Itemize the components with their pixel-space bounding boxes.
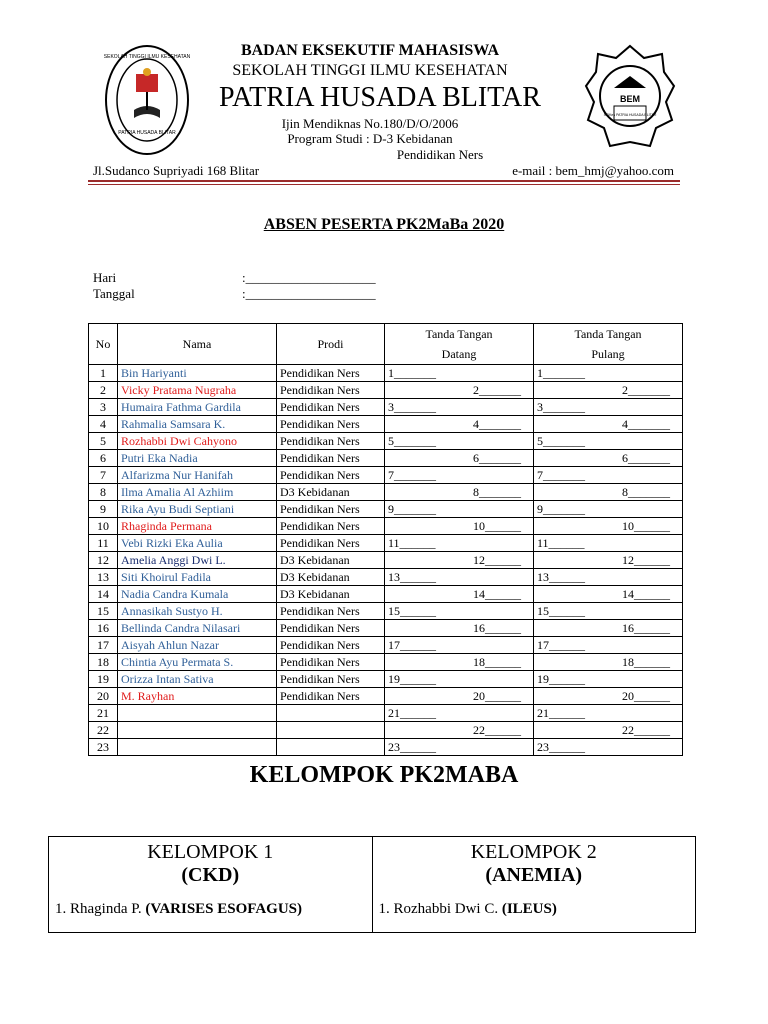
signature-arrival[interactable]	[385, 416, 534, 433]
header-line-1: BADAN EKSEKUTIF MAHASISWA	[240, 42, 500, 59]
signature-slot: 19______	[537, 672, 585, 686]
row-number: 15	[89, 603, 118, 620]
student-prodi: Pendidikan Ners	[277, 654, 385, 671]
row-number: 18	[89, 654, 118, 671]
signature-slot: 3_______	[537, 400, 585, 414]
signature-slot: 16______	[622, 621, 670, 635]
student-prodi: Pendidikan Ners	[277, 637, 385, 654]
table-header-row	[89, 324, 683, 365]
col-datang-line1: Tanda Tangan	[425, 327, 493, 341]
signature-slot: 11______	[537, 536, 585, 550]
table-row	[89, 450, 683, 467]
signature-departure[interactable]	[534, 722, 683, 739]
table-row	[89, 586, 683, 603]
student-prodi: D3 Kebidanan	[277, 552, 385, 569]
group-name: KELOMPOK 1	[147, 841, 274, 863]
signature-departure[interactable]	[534, 467, 683, 484]
signature-departure[interactable]	[534, 484, 683, 501]
signature-departure[interactable]	[534, 688, 683, 705]
col-datang	[385, 324, 534, 365]
row-number: 17	[89, 637, 118, 654]
row-number: 10	[89, 518, 118, 535]
signature-slot: 23______	[537, 740, 585, 754]
signature-slot: 6_______	[622, 451, 670, 465]
student-name: Chintia Ayu Permata S.	[118, 654, 277, 671]
signature-slot: 16______	[473, 621, 521, 635]
signature-slot: 9_______	[537, 502, 585, 516]
student-prodi: Pendidikan Ners	[277, 416, 385, 433]
signature-slot: 21______	[537, 706, 585, 720]
student-name: Vebi Rizki Eka Aulia	[118, 535, 277, 552]
program-line-2: Pendidikan Ners	[396, 147, 484, 162]
signature-departure[interactable]	[534, 637, 683, 654]
signature-departure[interactable]	[534, 705, 683, 722]
header-line-2: SEKOLAH TINGGI ILMU KESEHATAN	[232, 62, 508, 79]
signature-arrival[interactable]	[385, 705, 534, 722]
signature-slot: 17______	[537, 638, 585, 652]
group-theme: (ANEMIA)	[485, 864, 583, 886]
signature-slot: 13______	[537, 570, 585, 584]
student-prodi: Pendidikan Ners	[277, 603, 385, 620]
student-prodi: Pendidikan Ners	[277, 518, 385, 535]
signature-slot: 17______	[388, 638, 436, 652]
student-prodi	[277, 705, 385, 722]
signature-slot: 8_______	[622, 485, 670, 499]
signature-slot: 12______	[622, 553, 670, 567]
row-number: 9	[89, 501, 118, 518]
table-row	[89, 535, 683, 552]
table-row	[89, 722, 683, 739]
group-member	[379, 901, 696, 918]
col-datang-line2: Datang	[441, 347, 477, 361]
student-name: Rozhabbi Dwi Cahyono	[118, 433, 277, 450]
member-number: 1.	[55, 901, 67, 917]
signature-slot: 22______	[473, 723, 521, 737]
student-prodi: D3 Kebidanan	[277, 484, 385, 501]
group-name: KELOMPOK 2	[470, 841, 597, 863]
row-number: 20	[89, 688, 118, 705]
group-member	[55, 901, 372, 918]
signature-arrival[interactable]	[385, 569, 534, 586]
signature-departure[interactable]	[534, 450, 683, 467]
table-row	[89, 484, 683, 501]
row-number: 5	[89, 433, 118, 450]
signature-slot: 2_______	[622, 383, 670, 397]
signature-slot: 13______	[388, 570, 436, 584]
signature-slot: 1_______	[537, 366, 585, 380]
field-label-hari: Hari	[93, 270, 117, 285]
table-row	[89, 382, 683, 399]
signature-departure[interactable]	[534, 382, 683, 399]
signature-departure[interactable]	[534, 518, 683, 535]
signature-slot: 18______	[622, 655, 670, 669]
signature-arrival[interactable]	[385, 671, 534, 688]
student-name	[118, 739, 277, 756]
row-number: 11	[89, 535, 118, 552]
table-row	[89, 433, 683, 450]
row-number: 16	[89, 620, 118, 637]
signature-arrival[interactable]	[385, 433, 534, 450]
student-prodi: Pendidikan Ners	[277, 535, 385, 552]
table-row	[89, 569, 683, 586]
col-no: No	[89, 324, 118, 365]
signature-arrival[interactable]	[385, 620, 534, 637]
left-logo-bottom-text: PATRIA HUSADA BLITAR	[118, 130, 176, 136]
signature-slot: 19______	[388, 672, 436, 686]
program-line-1: Program Studi : D-3 Kebidanan	[287, 131, 453, 146]
table-row	[89, 705, 683, 722]
signature-arrival[interactable]	[385, 637, 534, 654]
signature-slot: 7_______	[537, 468, 585, 482]
student-name: Nadia Candra Kumala	[118, 586, 277, 603]
student-name: Rhaginda Permana	[118, 518, 277, 535]
field-value-tanggal: :____________________	[242, 286, 376, 301]
student-name: Bin Hariyanti	[118, 365, 277, 382]
table-row	[89, 501, 683, 518]
row-number: 4	[89, 416, 118, 433]
student-name: Ilma Amalia Al Azhiim	[118, 484, 277, 501]
row-number: 6	[89, 450, 118, 467]
table-row	[89, 603, 683, 620]
row-number: 8	[89, 484, 118, 501]
signature-departure[interactable]	[534, 535, 683, 552]
signature-slot: 15______	[388, 604, 436, 618]
col-nama: Nama	[118, 324, 277, 365]
member-number: 1.	[378, 901, 390, 917]
signature-departure[interactable]	[534, 399, 683, 416]
row-number: 14	[89, 586, 118, 603]
signature-arrival[interactable]	[385, 518, 534, 535]
row-number: 2	[89, 382, 118, 399]
right-logo-subtext: STIKes PATRIA HUSADA BLITAR	[603, 113, 657, 117]
table-row	[89, 416, 683, 433]
row-number: 12	[89, 552, 118, 569]
groups-title: KELOMPOK PK2MABA	[249, 762, 519, 788]
student-name: Bellinda Candra Nilasari	[118, 620, 277, 637]
table-row	[89, 552, 683, 569]
signature-slot: 12______	[473, 553, 521, 567]
table-row	[89, 671, 683, 688]
document-title: ABSEN PESERTA PK2MaBa 2020	[263, 216, 505, 233]
signature-departure[interactable]	[534, 654, 683, 671]
table-row	[89, 688, 683, 705]
signature-slot: 20______	[473, 689, 521, 703]
signature-slot: 4_______	[622, 417, 670, 431]
student-prodi: D3 Kebidanan	[277, 586, 385, 603]
student-name: Amelia Anggi Dwi L.	[118, 552, 277, 569]
signature-slot: 6_______	[473, 451, 521, 465]
student-name	[118, 705, 277, 722]
signature-slot: 10______	[622, 519, 670, 533]
signature-slot: 21______	[388, 706, 436, 720]
student-name	[118, 722, 277, 739]
col-pulang	[534, 324, 683, 365]
member-name: Rozhabbi Dwi C.	[393, 901, 499, 917]
signature-slot: 3_______	[388, 400, 436, 414]
signature-arrival[interactable]	[385, 484, 534, 501]
signature-slot: 14______	[473, 587, 521, 601]
member-case: (VARISES ESOFAGUS)	[145, 901, 302, 917]
signature-slot: 18______	[473, 655, 521, 669]
left-logo-top-text: SEKOLAH TINGGI ILMU KESEHATAN	[104, 54, 190, 60]
signature-departure[interactable]	[534, 586, 683, 603]
signature-arrival[interactable]	[385, 654, 534, 671]
signature-arrival[interactable]	[385, 586, 534, 603]
signature-slot: 11______	[388, 536, 436, 550]
table-row	[89, 620, 683, 637]
student-prodi: Pendidikan Ners	[277, 399, 385, 416]
address: Jl.Sudanco Supriyadi 168 Blitar	[93, 163, 260, 178]
field-label-tanggal: Tanggal	[93, 286, 135, 301]
student-name: Aisyah Ahlun Nazar	[118, 637, 277, 654]
signature-slot: 1_______	[388, 366, 436, 380]
row-number: 13	[89, 569, 118, 586]
student-name: M. Rayhan	[118, 688, 277, 705]
signature-arrival[interactable]	[385, 365, 534, 382]
signature-departure[interactable]	[534, 416, 683, 433]
permit-number: Ijin Mendiknas No.180/D/O/2006	[281, 116, 459, 131]
signature-slot: 2_______	[473, 383, 521, 397]
group-card	[49, 837, 373, 933]
row-number: 22	[89, 722, 118, 739]
attendance-table	[88, 323, 683, 756]
member-case: (ILEUS)	[501, 901, 557, 917]
signature-arrival[interactable]	[385, 535, 534, 552]
signature-slot: 20______	[622, 689, 670, 703]
signature-arrival[interactable]	[385, 382, 534, 399]
student-name: Vicky Pratama Nugraha	[118, 382, 277, 399]
signature-slot: 9_______	[388, 502, 436, 516]
header-rule	[88, 180, 680, 182]
student-prodi: Pendidikan Ners	[277, 365, 385, 382]
col-prodi: Prodi	[277, 324, 385, 365]
signature-slot: 15______	[537, 604, 585, 618]
table-row	[89, 739, 683, 756]
row-number: 21	[89, 705, 118, 722]
signature-arrival[interactable]	[385, 399, 534, 416]
student-prodi: Pendidikan Ners	[277, 450, 385, 467]
student-name: Siti Khoirul Fadila	[118, 569, 277, 586]
stikes-logo	[104, 44, 190, 156]
row-number: 23	[89, 739, 118, 756]
signature-departure[interactable]	[534, 433, 683, 450]
col-pulang-line1: Tanda Tangan	[574, 327, 642, 341]
student-prodi: Pendidikan Ners	[277, 688, 385, 705]
student-prodi: Pendidikan Ners	[277, 433, 385, 450]
signature-slot: 4_______	[473, 417, 521, 431]
bem-logo	[584, 44, 676, 156]
field-value-hari: :____________________	[242, 270, 376, 285]
signature-slot: 8_______	[473, 485, 521, 499]
table-row	[89, 654, 683, 671]
signature-arrival[interactable]	[385, 467, 534, 484]
signature-slot: 23______	[388, 740, 436, 754]
signature-departure[interactable]	[534, 620, 683, 637]
student-prodi: D3 Kebidanan	[277, 569, 385, 586]
row-number: 7	[89, 467, 118, 484]
email: e-mail : bem_hmj@yahoo.com	[512, 163, 674, 178]
student-name: Annasikah Sustyo H.	[118, 603, 277, 620]
signature-arrival[interactable]	[385, 450, 534, 467]
group-theme: (CKD)	[181, 864, 240, 886]
signature-slot: 10______	[473, 519, 521, 533]
student-name: Orizza Intan Sativa	[118, 671, 277, 688]
signature-departure[interactable]	[534, 569, 683, 586]
signature-slot: 22______	[622, 723, 670, 737]
signature-arrival[interactable]	[385, 603, 534, 620]
signature-slot: 5_______	[388, 434, 436, 448]
signature-arrival[interactable]	[385, 722, 534, 739]
student-name: Humaira Fathma Gardila	[118, 399, 277, 416]
signature-arrival[interactable]	[385, 501, 534, 518]
student-prodi: Pendidikan Ners	[277, 467, 385, 484]
row-number: 3	[89, 399, 118, 416]
table-row	[89, 518, 683, 535]
student-prodi: Pendidikan Ners	[277, 620, 385, 637]
table-row	[89, 399, 683, 416]
student-name: Putri Eka Nadia	[118, 450, 277, 467]
student-prodi: Pendidikan Ners	[277, 382, 385, 399]
signature-departure[interactable]	[534, 501, 683, 518]
signature-arrival[interactable]	[385, 552, 534, 569]
table-row	[89, 467, 683, 484]
institution-name: PATRIA HUSADA BLITAR	[219, 82, 541, 113]
member-name: Rhaginda P.	[70, 901, 142, 917]
row-number: 19	[89, 671, 118, 688]
student-name: Rika Ayu Budi Septiani	[118, 501, 277, 518]
student-prodi	[277, 722, 385, 739]
groups-table	[48, 836, 696, 933]
signature-arrival[interactable]	[385, 739, 534, 756]
signature-slot: 14______	[622, 587, 670, 601]
table-row	[89, 637, 683, 654]
student-prodi	[277, 739, 385, 756]
table-row	[89, 365, 683, 382]
right-logo-text: BEM	[620, 94, 640, 104]
header-rule-thin	[88, 184, 680, 185]
group-card	[372, 837, 696, 933]
student-prodi: Pendidikan Ners	[277, 671, 385, 688]
signature-arrival[interactable]	[385, 688, 534, 705]
signature-departure[interactable]	[534, 552, 683, 569]
signature-departure[interactable]	[534, 603, 683, 620]
student-name: Alfarizma Nur Hanifah	[118, 467, 277, 484]
signature-departure[interactable]	[534, 739, 683, 756]
row-number: 1	[89, 365, 118, 382]
student-prodi: Pendidikan Ners	[277, 501, 385, 518]
signature-slot: 7_______	[388, 468, 436, 482]
signature-departure[interactable]	[534, 671, 683, 688]
signature-slot: 5_______	[537, 434, 585, 448]
col-pulang-line2: Pulang	[591, 347, 625, 361]
student-name: Rahmalia Samsara K.	[118, 416, 277, 433]
signature-departure[interactable]	[534, 365, 683, 382]
